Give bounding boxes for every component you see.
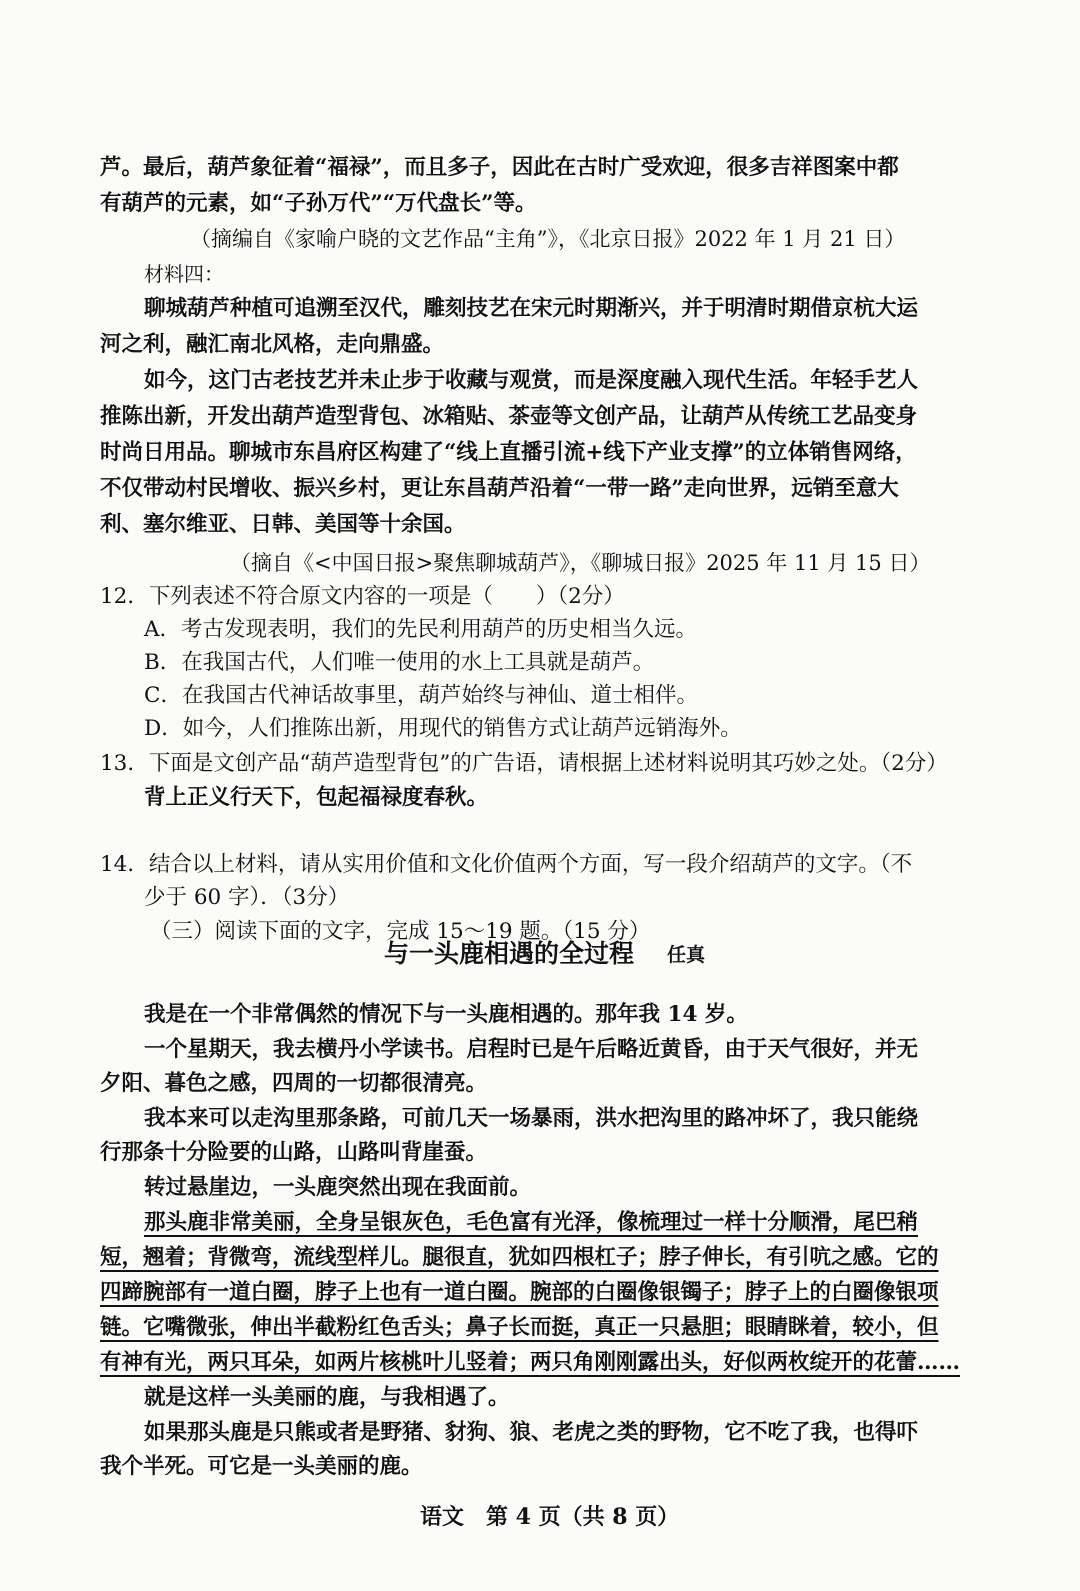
story-p5-line2: 短，翘着；背微弯，流线型样儿。腿很直，犹如四根杠子；脖子伸长，有引吭之感。它的 <box>100 1245 939 1270</box>
material3-line2: 有葫芦的元素，如“子孙万代”“万代盘长”等。 <box>100 191 537 216</box>
question-12-option-d: D．如今，人们推陈出新，用现代的销售方式让葫芦远销海外。 <box>144 716 742 741</box>
material4-p2-line2: 推陈出新，开发出葫芦造型背包、冰箱贴、茶壶等文创产品，让葫芦从传统工艺品变身 <box>100 404 918 429</box>
story-p2-line1: 一个星期天，我去横丹小学读书。启程时已是午后略近黄昏，由于天气很好，并无 <box>144 1037 919 1062</box>
story-p7-line1: 如果那头鹿是只熊或者是野猪、豺狗、狼、老虎之类的野物，它不吃了我，也得吓 <box>144 1420 919 1445</box>
question-12-stem: 12．下列表述不符合原文内容的一项是（ ）（2分） <box>100 584 625 609</box>
question-14-line1: 14．结合以上材料，请从实用价值和文化价值两个方面，写一段介绍葫芦的文字。（不 <box>100 852 913 877</box>
material4-heading: 材料四： <box>144 262 224 286</box>
material4-p2-line3: 时尚日用品。聊城市东昌府区构建了“线上直播引流+线下产业支撑”的立体销售网络， <box>100 440 917 465</box>
story-p6: 就是这样一头美丽的鹿，与我相遇了。 <box>144 1385 510 1410</box>
story-p3-line1: 我本来可以走沟里那条路，可前几天一场暴雨，洪水把沟里的路冲坏了，我只能绕 <box>144 1106 919 1131</box>
material4-p2-line1: 如今，这门古老技艺并未止步于收藏与观赏，而是深度融入现代生活。年轻手艺人 <box>144 368 919 393</box>
question-13-stem: 13．下面是文创产品“葫芦造型背包”的广告语，请根据上述材料说明其巧妙之处。（2分） <box>100 751 948 776</box>
material3-line1: 芦。最后，葫芦象征着“福禄”，而且多子，因此在古时广受欢迎，很多吉祥图案中都 <box>100 155 899 180</box>
material4-source: （摘自《<中国日报>聚焦聊城葫芦》，《聊城日报》2025 年 11 月 15 日） <box>230 551 931 575</box>
section-3-heading: （三）阅读下面的文字，完成 15～19 题。（15 分） <box>150 919 651 944</box>
material4-p1-line2: 河之利，融汇南北风格，走向鼎盛。 <box>100 332 445 357</box>
story-p4: 转过悬崖边，一头鹿突然出现在我面前。 <box>144 1175 532 1200</box>
story-author: 任真 <box>667 944 706 966</box>
story-p1: 我是在一个非常偶然的情况下与一头鹿相遇的。那年我 14 岁。 <box>144 1002 748 1027</box>
material3-source: （摘编自《家喻户晓的文艺作品“主角”》，《北京日报》2022 年 1 月 21 日） <box>190 227 906 251</box>
material4-p2-line5: 利、塞尔维亚、日韩、美国等十余国。 <box>100 512 466 537</box>
story-p5-line3: 四蹄腕部有一道白圈，脖子上也有一道白圈。腕部的白圈像银镯子；脖子上的白圈像银项 <box>100 1280 939 1305</box>
question-12-option-a: A．考古发现表明，我们的先民利用葫芦的历史相当久远。 <box>144 617 698 642</box>
material4-p2-line4: 不仅带动村民增收、振兴乡村，更让东昌葫芦沿着“一带一路”走向世界，远销至意大 <box>100 476 899 501</box>
story-p2-line2: 夕阳、暮色之感，四周的一切都很清亮。 <box>100 1071 488 1096</box>
question-12-option-b: B．在我国古代，人们唯一使用的水上工具就是葫芦。 <box>144 650 655 675</box>
page-footer: 语文 第 4 页（共 8 页） <box>420 1504 680 1530</box>
story-p5-line4: 链。它嘴微张，伸出半截粉红色舌头；鼻子长而挺，真正一只悬胆；眼睛眯着，较小，但 <box>100 1315 939 1340</box>
story-p5-line1: 那头鹿非常美丽，全身呈银灰色，毛色富有光泽，像梳理过一样十分顺滑，尾巴稍 <box>144 1210 919 1235</box>
question-14-line2: 少于 60 字）．（3分） <box>144 885 350 910</box>
question-13-slogan: 背上正义行天下，包起福禄度春秋。 <box>144 785 489 810</box>
story-p5-line5: 有神有光，两只耳朵，如两片核桃叶儿竖着；两只角刚刚露出头，好似两枚绽开的花蕾…… <box>100 1350 961 1375</box>
material4-p1-line1: 聊城葫芦种植可追溯至汉代，雕刻技艺在宋元时期渐兴，并于明清时期借京杭大运 <box>144 296 919 321</box>
story-p7-line2: 我个半死。可它是一头美丽的鹿。 <box>100 1454 423 1479</box>
story-title: 与一头鹿相遇的全过程 <box>384 939 635 968</box>
question-12-option-c: C．在我国古代神话故事里，葫芦始终与神仙、道士相伴。 <box>144 683 698 708</box>
story-p3-line2: 行那条十分险要的山路，山路叫背崖蚕。 <box>100 1140 488 1165</box>
